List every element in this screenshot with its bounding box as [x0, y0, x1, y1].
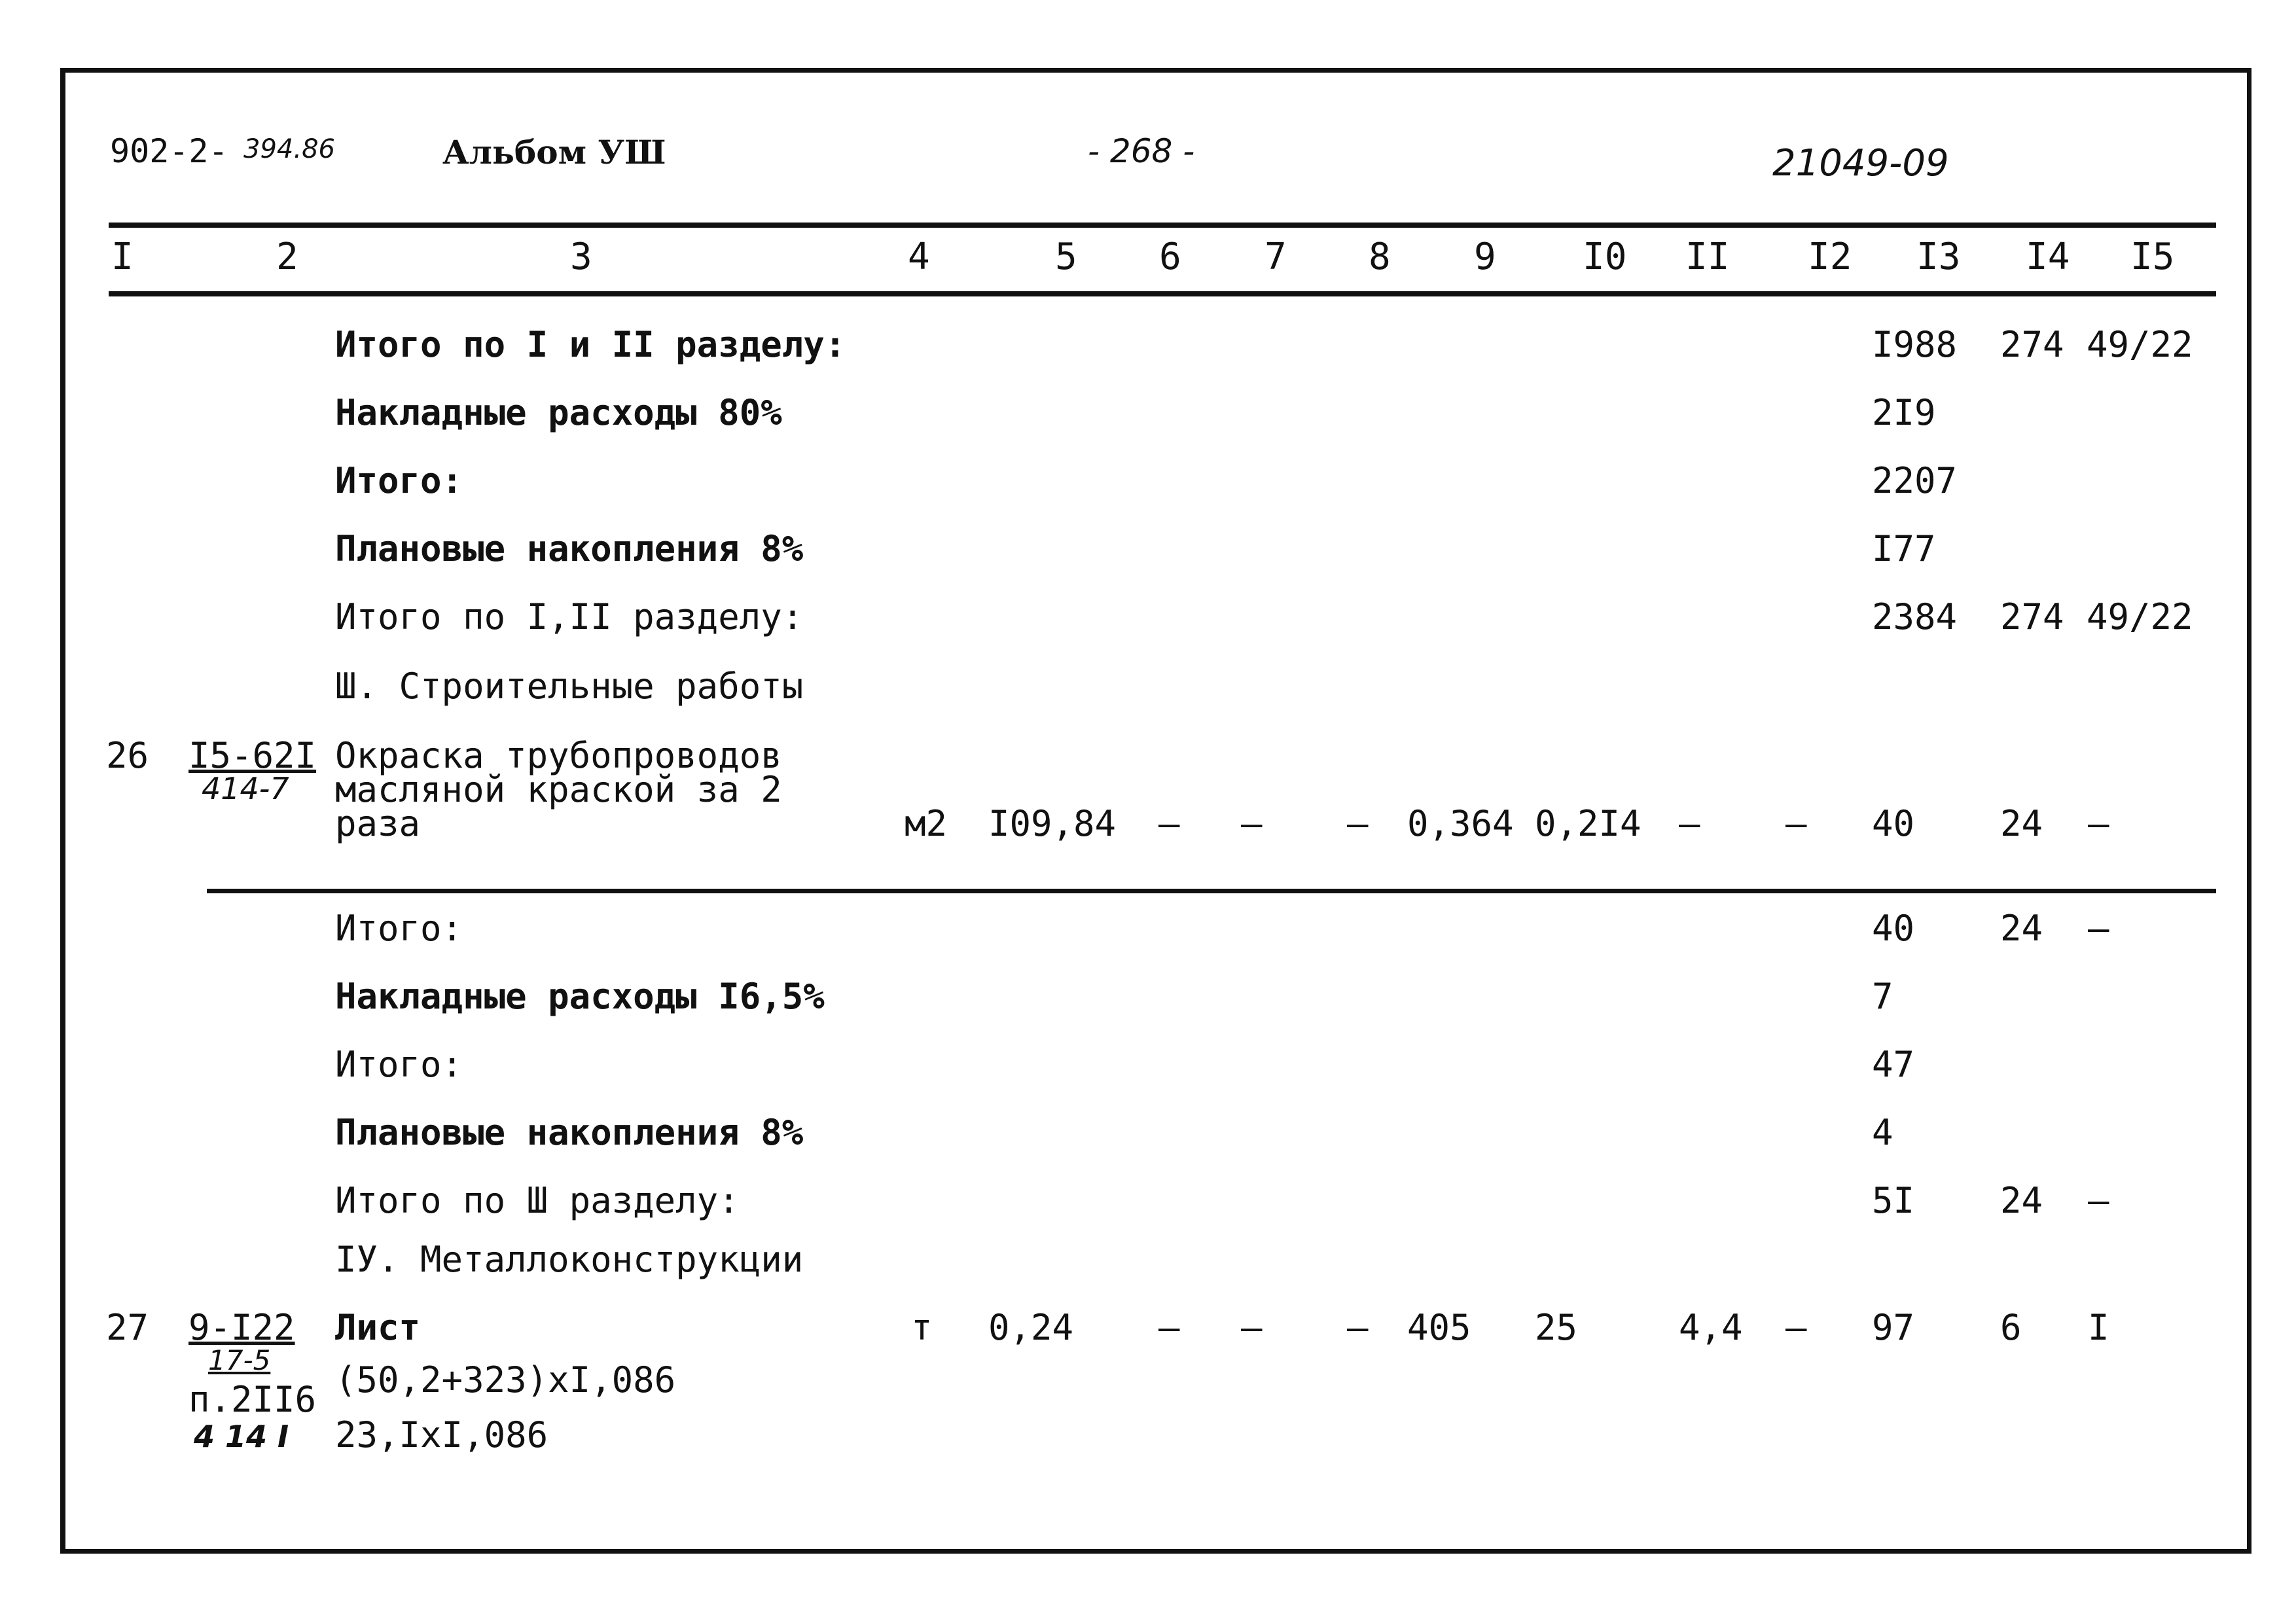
cell-col14: 24 — [2000, 1180, 2043, 1221]
cell-col11: 4,4 — [1679, 1307, 1743, 1348]
column-header-13: I3 — [1916, 236, 1961, 278]
cell-col15: 49/22 — [2087, 596, 2193, 637]
cell-col13: 2I9 — [1872, 392, 1936, 433]
document-number: 21049-09 — [1772, 142, 1949, 185]
column-header-7: 7 — [1265, 236, 1287, 278]
row-description: Итого по I и II разделу: — [335, 324, 846, 365]
cell-col13: 40 — [1872, 803, 1915, 844]
cell-col9: 405 — [1407, 1307, 1471, 1348]
column-header-2: 2 — [276, 236, 298, 278]
cell-col13: I77 — [1872, 528, 1936, 569]
cell-col6: – — [1158, 1307, 1180, 1348]
cell-col13: 2384 — [1872, 596, 1958, 637]
cell-col4: т — [911, 1307, 933, 1348]
row-description: раза — [335, 803, 421, 844]
item-code-secondary-handwritten: 4 14 I — [194, 1419, 289, 1454]
cell-col12: – — [1785, 1307, 1807, 1348]
column-header-6: 6 — [1159, 236, 1181, 278]
cell-col9: 0,364 — [1407, 803, 1514, 844]
doc-code-handwritten: 394.86 — [243, 134, 335, 164]
cell-col15: – — [2088, 803, 2109, 844]
cell-col13: I988 — [1872, 324, 1958, 365]
column-header-14: I4 — [2026, 236, 2070, 278]
cell-col6: – — [1158, 803, 1180, 844]
row-description: масляной краской за 2 — [335, 769, 782, 810]
album-title: Альбом УШ — [442, 133, 666, 171]
column-header-15: I5 — [2130, 236, 2175, 278]
column-header-5: 5 — [1055, 236, 1077, 278]
cell-col10: 25 — [1535, 1307, 1578, 1348]
item-code-handwritten: 414-7 — [202, 771, 289, 806]
cell-col15: – — [2088, 1180, 2109, 1221]
item-code: I5-62I — [188, 735, 317, 776]
row-description: Итого по Ш разделу: — [335, 1180, 740, 1221]
cell-col8: – — [1347, 1307, 1369, 1348]
row-description: Итого: — [335, 908, 463, 949]
cell-col5: 0,24 — [988, 1307, 1074, 1348]
cell-col7: – — [1241, 803, 1263, 844]
cell-col5: I09,84 — [988, 803, 1117, 844]
cell-col12: – — [1785, 803, 1807, 844]
column-header-9: 9 — [1474, 236, 1496, 278]
cell-col14: 24 — [2000, 803, 2043, 844]
item-code: 9-I22 — [188, 1307, 295, 1348]
cell-col15: – — [2088, 908, 2109, 949]
item-number: 27 — [106, 1307, 149, 1348]
row-description: Итого: — [335, 460, 463, 501]
cell-col13: 2207 — [1872, 460, 1958, 501]
item-code-secondary: п.2II6 — [188, 1379, 317, 1420]
row-description: Итого по I,II разделу: — [335, 596, 804, 637]
section-divider-rule — [207, 889, 2216, 893]
section-heading: IУ. Металлоконструкции — [335, 1239, 804, 1280]
column-header-1: I — [111, 236, 134, 278]
cell-col13: 40 — [1872, 908, 1915, 949]
row-description: (50,2+323)хI,086 — [335, 1359, 676, 1400]
column-header-4: 4 — [908, 236, 930, 278]
row-description: Лист — [335, 1307, 421, 1348]
section-heading: Ш. Строительные работы — [335, 666, 804, 707]
row-description: Итого: — [335, 1044, 463, 1085]
header-rule-bottom — [109, 291, 2216, 296]
item-number: 26 — [106, 735, 149, 776]
row-description: Окраска трубопроводов — [335, 735, 782, 776]
column-header-11: II — [1685, 236, 1730, 278]
cell-col13: 97 — [1872, 1307, 1915, 1348]
row-description: Плановые накопления 8% — [335, 1112, 804, 1153]
cell-col4: м2 — [905, 803, 948, 844]
cell-col11: – — [1679, 803, 1700, 844]
row-description: 23,IхI,086 — [335, 1414, 548, 1455]
page-number: - 268 - — [1088, 132, 1195, 170]
column-header-10: I0 — [1583, 236, 1627, 278]
cell-col15: 49/22 — [2087, 324, 2193, 365]
row-description: Плановые накопления 8% — [335, 528, 804, 569]
doc-code: 902-2- — [110, 132, 228, 170]
column-header-3: 3 — [570, 236, 592, 278]
cell-col15: I — [2088, 1307, 2109, 1348]
cell-col13: 7 — [1872, 976, 1893, 1017]
cell-col14: 274 — [2000, 596, 2064, 637]
column-header-12: I2 — [1808, 236, 1852, 278]
cell-col10: 0,2I4 — [1535, 803, 1641, 844]
cell-col13: 4 — [1872, 1112, 1893, 1153]
cell-col13: 5I — [1872, 1180, 1915, 1221]
cell-col7: – — [1241, 1307, 1263, 1348]
cell-col8: – — [1347, 803, 1369, 844]
header-rule-top — [109, 223, 2216, 228]
row-description: Накладные расходы 80% — [335, 392, 782, 433]
cell-col13: 47 — [1872, 1044, 1915, 1085]
item-code-handwritten: 17-5 — [208, 1344, 271, 1376]
cell-col14: 274 — [2000, 324, 2064, 365]
cell-col14: 6 — [2000, 1307, 2022, 1348]
row-description: Накладные расходы I6,5% — [335, 976, 825, 1017]
column-header-8: 8 — [1369, 236, 1391, 278]
cell-col14: 24 — [2000, 908, 2043, 949]
